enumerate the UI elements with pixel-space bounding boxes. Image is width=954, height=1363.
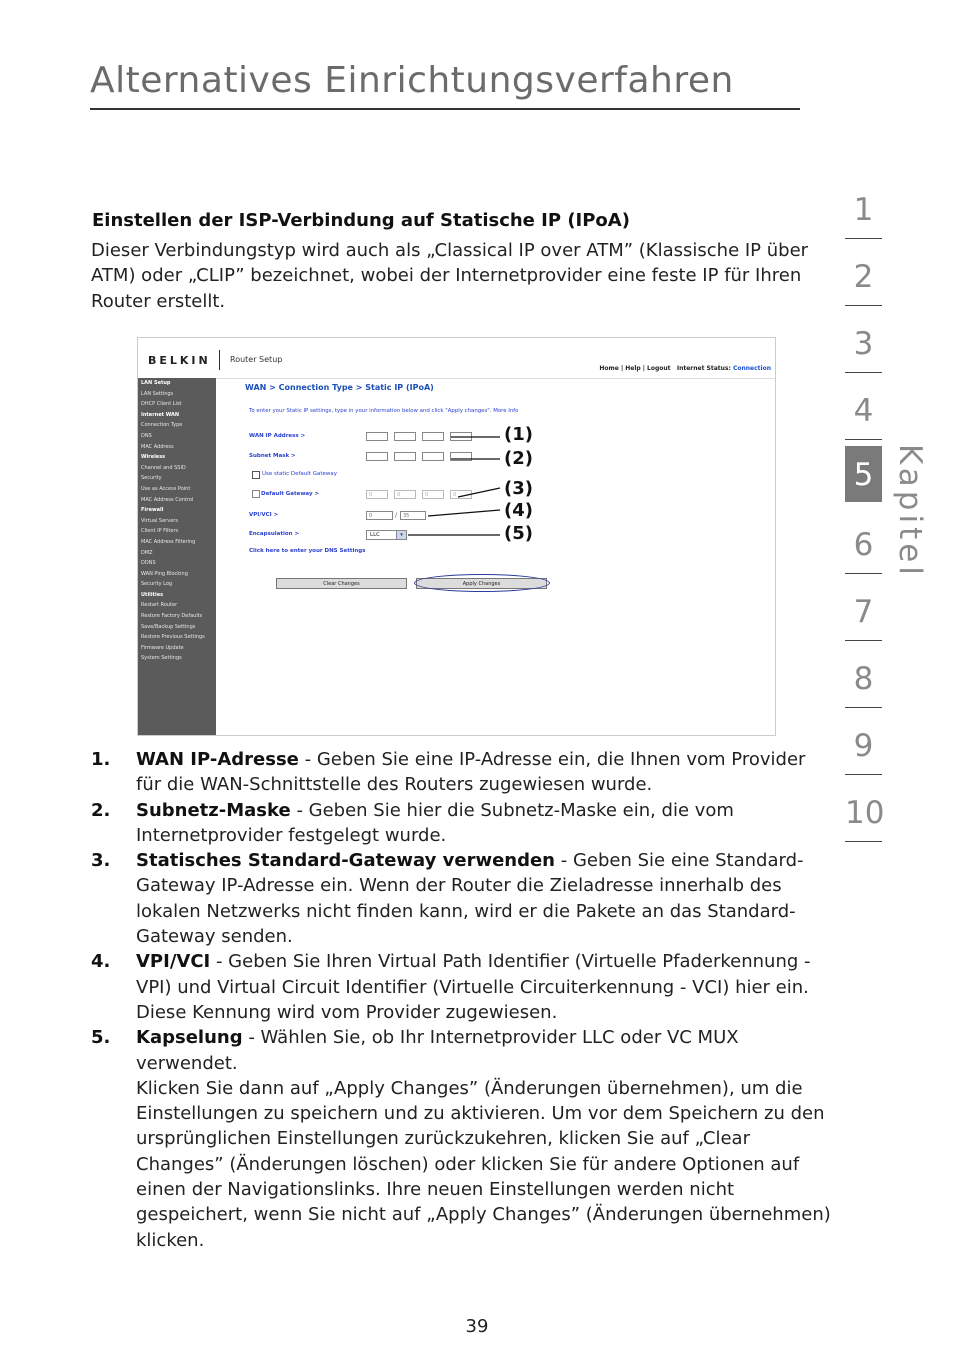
encapsulation-label: Encapsulation >	[249, 531, 300, 537]
chapter-tab-8: 8	[845, 641, 882, 708]
sidebar-item[interactable]: LAN Settings	[141, 390, 174, 397]
sidebar-item[interactable]: DHCP Client List	[141, 401, 182, 408]
gateway-octet-2[interactable]: 0	[394, 490, 416, 499]
router-setup-title: Router Setup	[230, 355, 283, 364]
router-screenshot	[137, 337, 776, 736]
chapter-tab-6: 6	[845, 507, 882, 574]
chapter-label: Kapitel	[892, 444, 928, 579]
sidebar-item[interactable]: Client IP Filters	[141, 528, 179, 535]
sidebar-item[interactable]: Save/Backup Settings	[141, 623, 196, 630]
router-breadcrumb: WAN > Connection Type > Static IP (IPoA)	[245, 383, 434, 392]
chapter-tab-5: 5	[845, 446, 882, 502]
callout-4: (4)	[504, 500, 533, 521]
sidebar-item[interactable]: Connection Type	[141, 422, 183, 429]
chapter-tab-10: 10	[845, 775, 882, 842]
list-item: 5. Kapselung - Wählen Sie, ob Ihr Internetprovider LLC oder VC MUX verwendet.	[91, 1027, 739, 1074]
sidebar-item[interactable]: Restore Previous Settings	[141, 634, 205, 641]
sidebar-item[interactable]: Restart Router	[141, 602, 178, 609]
chapter-tab-9: 9	[845, 708, 882, 775]
router-hint: To enter your Static IP settings, type in your information below and click "Apply changes". More Info	[249, 408, 519, 414]
subnet-label: Subnet Mask >	[249, 453, 296, 459]
list-item: 1. WAN IP-Adresse - Geben Sie eine IP-Adresse ein, die Ihnen vom Provider für die WAN-Schnittstelle des Routers zugewiesen wurde.	[91, 749, 806, 796]
sidebar-item[interactable]: MAC Address Filtering	[141, 538, 196, 545]
chevron-down-icon: ▾	[396, 531, 406, 539]
clear-changes-button[interactable]: Clear Changes	[276, 578, 407, 589]
vpi-input[interactable]: 0	[366, 511, 393, 520]
wan-ip-label: WAN IP Address >	[249, 433, 306, 439]
callout-1: (1)	[504, 424, 533, 445]
sidebar-item[interactable]: Utilities	[141, 591, 164, 598]
sidebar-item[interactable]: Firewall	[141, 507, 164, 514]
list-item: 4. VPI/VCI - Geben Sie Ihren Virtual Path Identifier (Virtuelle Pfaderkennung - VPI) und Virtual Circuit Identifier (Virtuelle Circuiterkennung - VCI) hier ein. Diese Kennung wird vom Provider zugewiesen.	[91, 951, 811, 1023]
sidebar-item[interactable]: Use as Access Point	[141, 485, 191, 492]
vpi-vci-label: VPI/VCI >	[249, 512, 279, 518]
chapter-tab-3: 3	[845, 306, 882, 373]
page-title: Alternatives Einrichtungsverfahren	[90, 60, 734, 101]
gateway-octet-1[interactable]: 0	[366, 490, 388, 499]
sidebar-item[interactable]: MAC Address Control	[141, 496, 194, 503]
page-number: 39	[465, 1316, 489, 1337]
gateway-octet-4[interactable]: 0	[450, 490, 472, 499]
chapter-tab-1: 1	[845, 172, 882, 239]
vpi-vci-separator: /	[395, 512, 398, 519]
belkin-logo: BELKIN	[148, 354, 211, 367]
internet-status: Connection	[732, 365, 771, 372]
sidebar-item[interactable]: MAC Address	[141, 443, 174, 450]
title-rule	[90, 108, 800, 110]
default-gateway-label: Default Gateway >	[261, 491, 320, 497]
chapter-tab-7: 7	[845, 574, 882, 641]
chapter-tab-2: 2	[845, 239, 882, 306]
callout-3: (3)	[504, 478, 533, 499]
callout-2: (2)	[504, 448, 533, 469]
sidebar-item[interactable]: Restore Factory Defaults	[141, 613, 203, 620]
sidebar-item[interactable]: Internet WAN	[141, 411, 180, 418]
callout-5: (5)	[504, 523, 533, 544]
list-item: 3. Statisches Standard-Gateway verwenden - Geben Sie eine Standard-Gateway IP-Adresse ein. Wenn der Router die Zieladresse innerhalb des lokalen Netzwerks nicht finden kann, wird er die Pakete an das Standard-Gateway senden.	[91, 850, 804, 948]
sidebar-item[interactable]: Virtual Servers	[141, 517, 178, 524]
chapter-tab-4: 4	[845, 373, 882, 440]
intro-paragraph: Dieser Verbindungstyp wird auch als „Classical IP over ATM” (Klassische IP über ATM) oder „CLIP” bezeichnet, wobei der Internetprovider eine feste IP für Ihren Router erstellt.	[91, 240, 809, 312]
instruction-list	[91, 747, 831, 1253]
section-heading: Einstellen der ISP-Verbindung auf Statische IP (IPoA)	[92, 210, 630, 231]
sidebar-item[interactable]: Security Log	[141, 581, 173, 588]
list-item: 2. Subnetz-Maske - Geben Sie hier die Subnetz-Maske ein, die vom Internetprovider festgelegt wurde.	[91, 799, 734, 846]
closing-paragraph: Klicken Sie dann auf „Apply Changes” (Änderungen übernehmen), um die Einstellungen zu speichern und zu aktivieren. Um vor dem Speichern zu den ursprünglichen Einstellungen zurückzukehren, klicken Sie auf „Clear Changes” (Änderungen löschen) oder klicken Sie für andere Optionen auf einen der Navigationslinks. Ihre neuen Einstellungen werden nicht gespeichert, wenn Sie nicht auf „Apply Changes” (Änderungen übernehmen) klicken.	[136, 1077, 831, 1251]
sidebar-item[interactable]: Channel and SSID	[141, 464, 186, 471]
sidebar-item[interactable]: WAN Ping Blocking	[141, 570, 188, 577]
vci-input[interactable]: 35	[400, 511, 426, 520]
chapter-tabs	[845, 172, 885, 842]
gateway-octet-3[interactable]: 0	[422, 490, 444, 499]
top-links[interactable]: Home | Help | Logout Internet Status: Connection	[599, 365, 771, 372]
sidebar-item[interactable]: Wireless	[141, 454, 166, 461]
sidebar-item[interactable]: DNS	[141, 432, 152, 439]
sidebar-item[interactable]: DMZ	[141, 549, 153, 556]
dns-settings-link[interactable]: Click here to enter your DNS Settings	[249, 548, 366, 554]
sidebar-item[interactable]: Security	[141, 475, 162, 482]
sidebar-item[interactable]: System Settings	[141, 655, 182, 662]
encapsulation-select[interactable]: LLC ▾	[366, 530, 407, 540]
sidebar-item[interactable]: LAN Setup	[141, 380, 171, 386]
callout-lines	[138, 338, 775, 735]
sidebar-item[interactable]: DDNS	[141, 560, 156, 567]
apply-changes-button[interactable]: Apply Changes	[416, 578, 547, 589]
static-gateway-label: Use static Default Gateway	[262, 471, 338, 477]
sidebar-item[interactable]: Firmware Update	[141, 644, 184, 651]
